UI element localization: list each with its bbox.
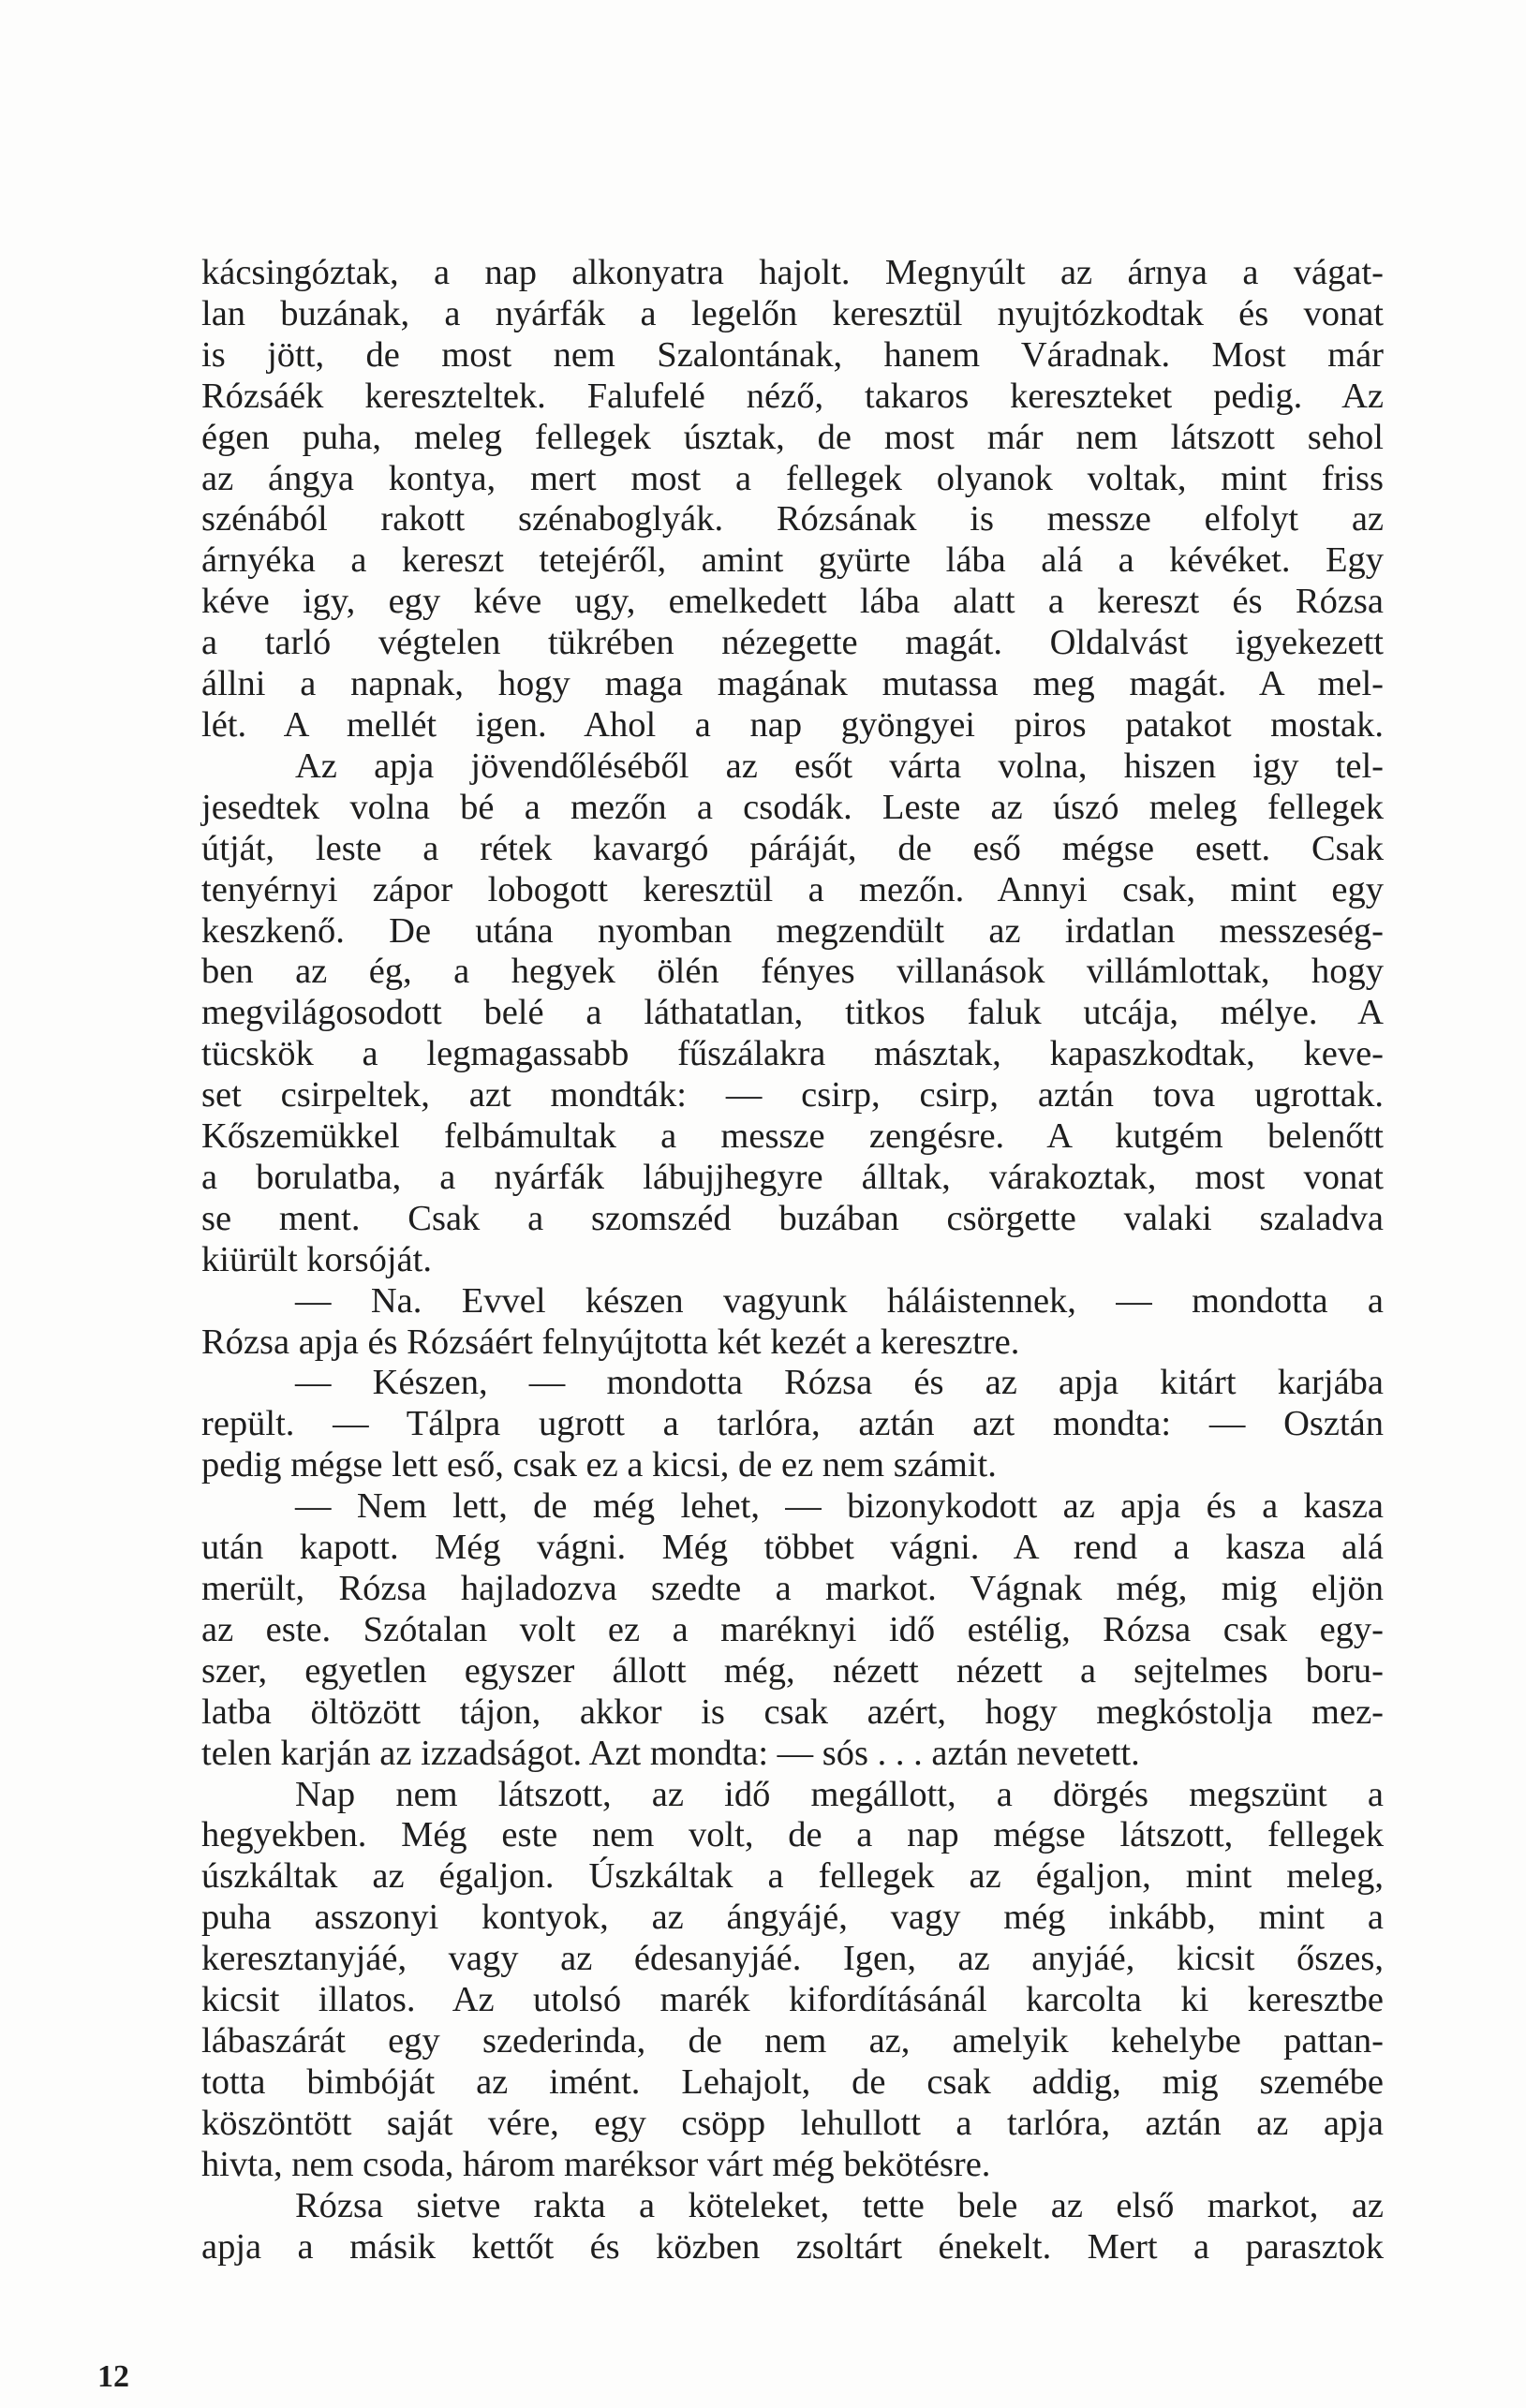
- body-text: [201, 253, 1384, 2268]
- text-line: úszkáltak az égaljon. Úszkáltak a fellegek az égaljon, mint meleg,: [201, 1856, 1384, 1897]
- text-line: lét. A mellét igen. Ahol a nap gyöngyei piros patakot mostak.: [201, 704, 1384, 745]
- text-line: megvilágosodott belé a láthatatlan, titkos faluk utcája, mélye. A: [201, 993, 1384, 1033]
- text-line: tücskök a legmagassabb fűszálakra másztak, kapaszkodtak, keve-: [201, 1034, 1384, 1074]
- text-line: totta bimbóját az imént. Lehajolt, de csak addig, mig szemébe: [201, 2061, 1384, 2102]
- text-line: után kapott. Még vágni. Még többet vágni. A rend a kasza alá: [201, 1528, 1384, 1568]
- text-line: hegyekben. Még este nem volt, de a nap mégse látszott, fellegek: [201, 1815, 1384, 1855]
- text-line: lábaszárát egy szederinda, de nem az, amelyik kehelybe pattan-: [201, 2020, 1384, 2061]
- text-line: keresztanyjáé, vagy az édesanyjáé. Igen, az anyjáé, kicsit őszes,: [201, 1939, 1384, 1979]
- text-line: Nap nem látszott, az idő megállott, a dörgés megszünt a: [295, 1774, 1384, 1814]
- text-line: az ángya kontya, mert most a fellegek olyanok voltak, mint friss: [201, 458, 1384, 498]
- text-line: szer, egyetlen egyszer állott még, nézett nézett a sejtelmes boru-: [201, 1650, 1384, 1691]
- text-line: lan buzának, a nyárfák a legelőn keresztül nyujtózkodtak és vonat: [201, 293, 1384, 333]
- text-line: az este. Szótalan volt ez a maréknyi idő estélig, Rózsa csak egy-: [201, 1609, 1384, 1649]
- text-line: útját, leste a rétek kavargó páráját, de eső mégse esett. Csak: [201, 828, 1384, 868]
- paragraph: [201, 2186, 1384, 2268]
- paragraph: [201, 1363, 1384, 1486]
- paragraph: [201, 253, 1384, 746]
- text-line: a tarló végtelen tükrében nézegette magát. Oldalvást igyekezett: [201, 623, 1384, 663]
- text-line: árnyéka a kereszt tetejéről, amint gyürte lába alá a kévéket. Egy: [201, 540, 1384, 581]
- text-line: Az apja jövendőléséből az esőt várta volna, hiszen igy tel-: [295, 746, 1384, 786]
- text-line: Rózsáék kereszteltek. Falufelé néző, takaros kereszteket pedig. Az: [201, 376, 1384, 416]
- text-line: kácsingóztak, a nap alkonyatra hajolt. Megnyúlt az árnya a vágat-: [201, 253, 1384, 292]
- text-line: szénából rakott szénaboglyák. Rózsának is messze elfolyt az: [201, 499, 1384, 539]
- text-line: keszkenő. De utána nyomban megzendült az irdatlan messzeség-: [201, 910, 1384, 951]
- paragraph: [201, 1281, 1384, 1364]
- text-line: — Nem lett, de még lehet, — bizonykodott az apja és a kasza: [295, 1486, 1384, 1527]
- page-number: 12: [97, 2359, 129, 2394]
- text-line: Rózsa apja és Rózsáért felnyújtotta két kezét a keresztre.: [201, 1322, 1020, 1362]
- text-line: puha asszonyi kontyok, az ángyájé, vagy még inkább, mint a: [201, 1898, 1384, 1938]
- paragraph: [201, 746, 1384, 1281]
- text-line: köszöntött saját vére, egy csöpp lehullott a tarlóra, aztán az apja: [201, 2103, 1384, 2143]
- text-line: merült, Rózsa hajladozva szedte a markot. Vágnak még, mig eljön: [201, 1569, 1384, 1608]
- text-line: set csirpeltek, azt mondták: — csirp, csirp, aztán tova ugrottak.: [201, 1075, 1384, 1115]
- text-line: is jött, de most nem Szalontának, hanem Váradnak. Most már: [201, 334, 1384, 375]
- text-line: — Készen, — mondotta Rózsa és az apja kitárt karjába: [295, 1363, 1384, 1403]
- text-line: telen karján az izzadságot. Azt mondta: — sós . . . aztán nevetett.: [201, 1733, 1140, 1773]
- text-line: latba öltözött tájon, akkor is csak azért, hogy megkóstolja mez-: [201, 1692, 1384, 1732]
- text-line: kéve igy, egy kéve ugy, emelkedett lába alatt a kereszt és Rózsa: [201, 582, 1384, 622]
- text-line: hivta, nem csoda, három maréksor várt még bekötésre.: [201, 2144, 991, 2184]
- text-line: a borulatba, a nyárfák lábujjhegyre álltak, várakoztak, most vonat: [201, 1157, 1384, 1197]
- text-line: kiürült korsóját.: [201, 1239, 432, 1279]
- text-line: Rózsa sietve rakta a köteleket, tette bele az első markot, az: [295, 2185, 1384, 2225]
- paragraph: [201, 1775, 1384, 2186]
- text-line: — Na. Evvel készen vagyunk háláistennek, — mondotta a: [295, 1280, 1384, 1321]
- text-line: repült. — Tálpra ugrott a tarlóra, aztán azt mondta: — Osztán: [201, 1404, 1384, 1444]
- text-line: égen puha, meleg fellegek úsztak, de most már nem látszott sehol: [201, 417, 1384, 457]
- text-line: se ment. Csak a szomszéd buzában csörgette valaki szaladva: [201, 1198, 1384, 1238]
- text-line: Kőszemükkel felbámultak a messze zengésre. A kutgém belenőtt: [201, 1116, 1384, 1157]
- text-line: pedig mégse lett eső, csak ez a kicsi, de ez nem számit.: [201, 1445, 997, 1485]
- text-line: apja a másik kettőt és közben zsoltárt énekelt. Mert a parasztok: [201, 2226, 1384, 2267]
- text-line: állni a napnak, hogy maga magának mutassa meg magát. A mel-: [201, 664, 1384, 704]
- text-line: jesedtek volna bé a mezőn a csodák. Leste az úszó meleg fellegek: [201, 787, 1384, 827]
- text-line: kicsit illatos. Az utolsó marék kifordításánál karcolta ki keresztbe: [201, 1980, 1384, 2020]
- text-line: ben az ég, a hegyek ölén fényes villanások villámlottak, hogy: [201, 952, 1384, 992]
- text-line: tenyérnyi zápor lobogott keresztül a mezőn. Annyi csak, mint egy: [201, 869, 1384, 909]
- paragraph: [201, 1486, 1384, 1774]
